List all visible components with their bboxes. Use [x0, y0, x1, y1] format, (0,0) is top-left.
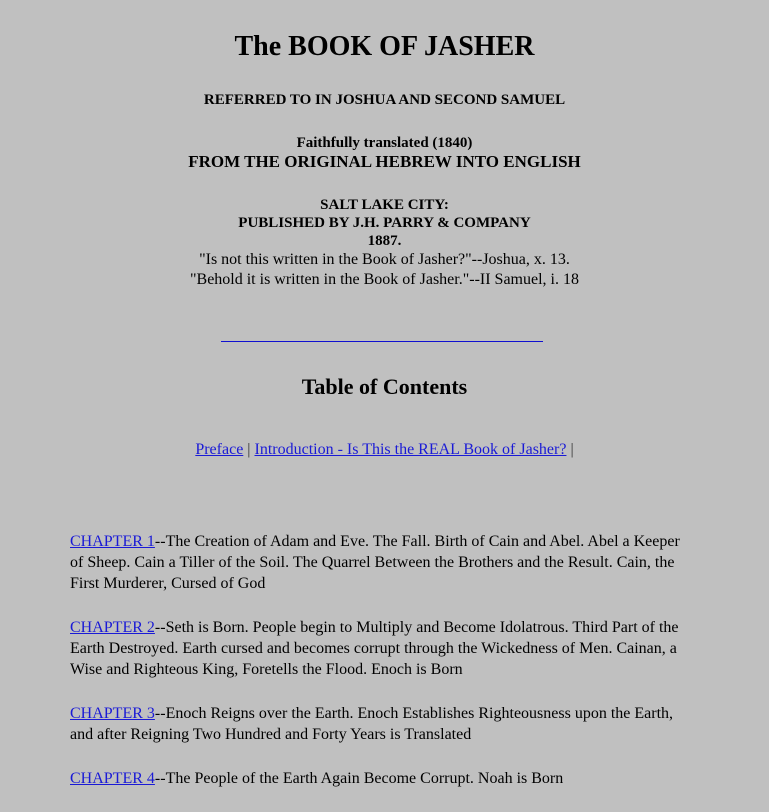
toc-heading: Table of Contents: [301, 374, 468, 399]
chapter-2-description: --Seth is Born. People begin to Multiply and Become Idolatrous. Third Part of the Earth Destroyed. Earth cursed and becomes corrupt through the Wickedness of Men. Cainan, a Wise and Righteous King, Foretells the Flood. Enoch is Born: [70, 619, 679, 678]
subtitle: REFERRED TO IN JOSHUA AND SECOND SAMUEL: [203, 92, 566, 108]
chapter-entry: [70, 768, 695, 789]
chapter-3-description: --Enoch Reigns over the Earth. Enoch Establishes Righteousness upon the Earth, and after Reigning Two Hundred and Forty Years is Translated: [70, 705, 674, 743]
publisher-year: 1887.: [367, 233, 402, 249]
chapter-4-link[interactable]: CHAPTER 4: [70, 770, 155, 787]
preface-link[interactable]: Preface: [195, 441, 244, 458]
chapter-4-description: --The People of the Earth Again Become Corrupt. Noah is Born: [154, 770, 564, 787]
publisher-city: SALT LAKE CITY:: [320, 197, 449, 213]
page-title: The BOOK OF JASHER: [234, 31, 535, 62]
translation-line-1: Faithfully translated (1840): [296, 135, 473, 151]
translation-line-2: FROM THE ORIGINAL HEBREW INTO ENGLISH: [188, 152, 581, 171]
quote-samuel: "Behold it is written in the Book of Jasher."--II Samuel, i. 18: [189, 271, 579, 288]
chapter-entry: [70, 703, 695, 745]
chapter-list: [70, 531, 695, 812]
publisher-block: [0, 196, 769, 290]
chapter-1-link[interactable]: CHAPTER 1: [70, 533, 155, 550]
chapter-entry: [70, 617, 695, 680]
quote-joshua: "Is not this written in the Book of Jasher?"--Joshua, x. 13.: [199, 251, 570, 268]
nav-separator: |: [247, 441, 251, 458]
horizontal-rule: [221, 341, 543, 342]
toc-nav: [0, 440, 769, 460]
chapter-entry: [70, 531, 695, 594]
translation-note: [0, 134, 769, 172]
chapter-1-description: --The Creation of Adam and Eve. The Fall. Birth of Cain and Abel. Abel a Keeper of Sheep. Cain a Tiller of the Soil. The Quarrel Between the Brothers and the Result. Cain, the First Murderer, Cursed of God: [70, 533, 680, 592]
publisher-name: PUBLISHED BY J.H. PARRY & COMPANY: [238, 215, 531, 231]
introduction-link[interactable]: Introduction - Is This the REAL Book of Jasher?: [254, 441, 567, 458]
chapter-3-link[interactable]: CHAPTER 3: [70, 705, 155, 722]
nav-separator: |: [570, 441, 574, 458]
chapter-2-link[interactable]: CHAPTER 2: [70, 619, 155, 636]
